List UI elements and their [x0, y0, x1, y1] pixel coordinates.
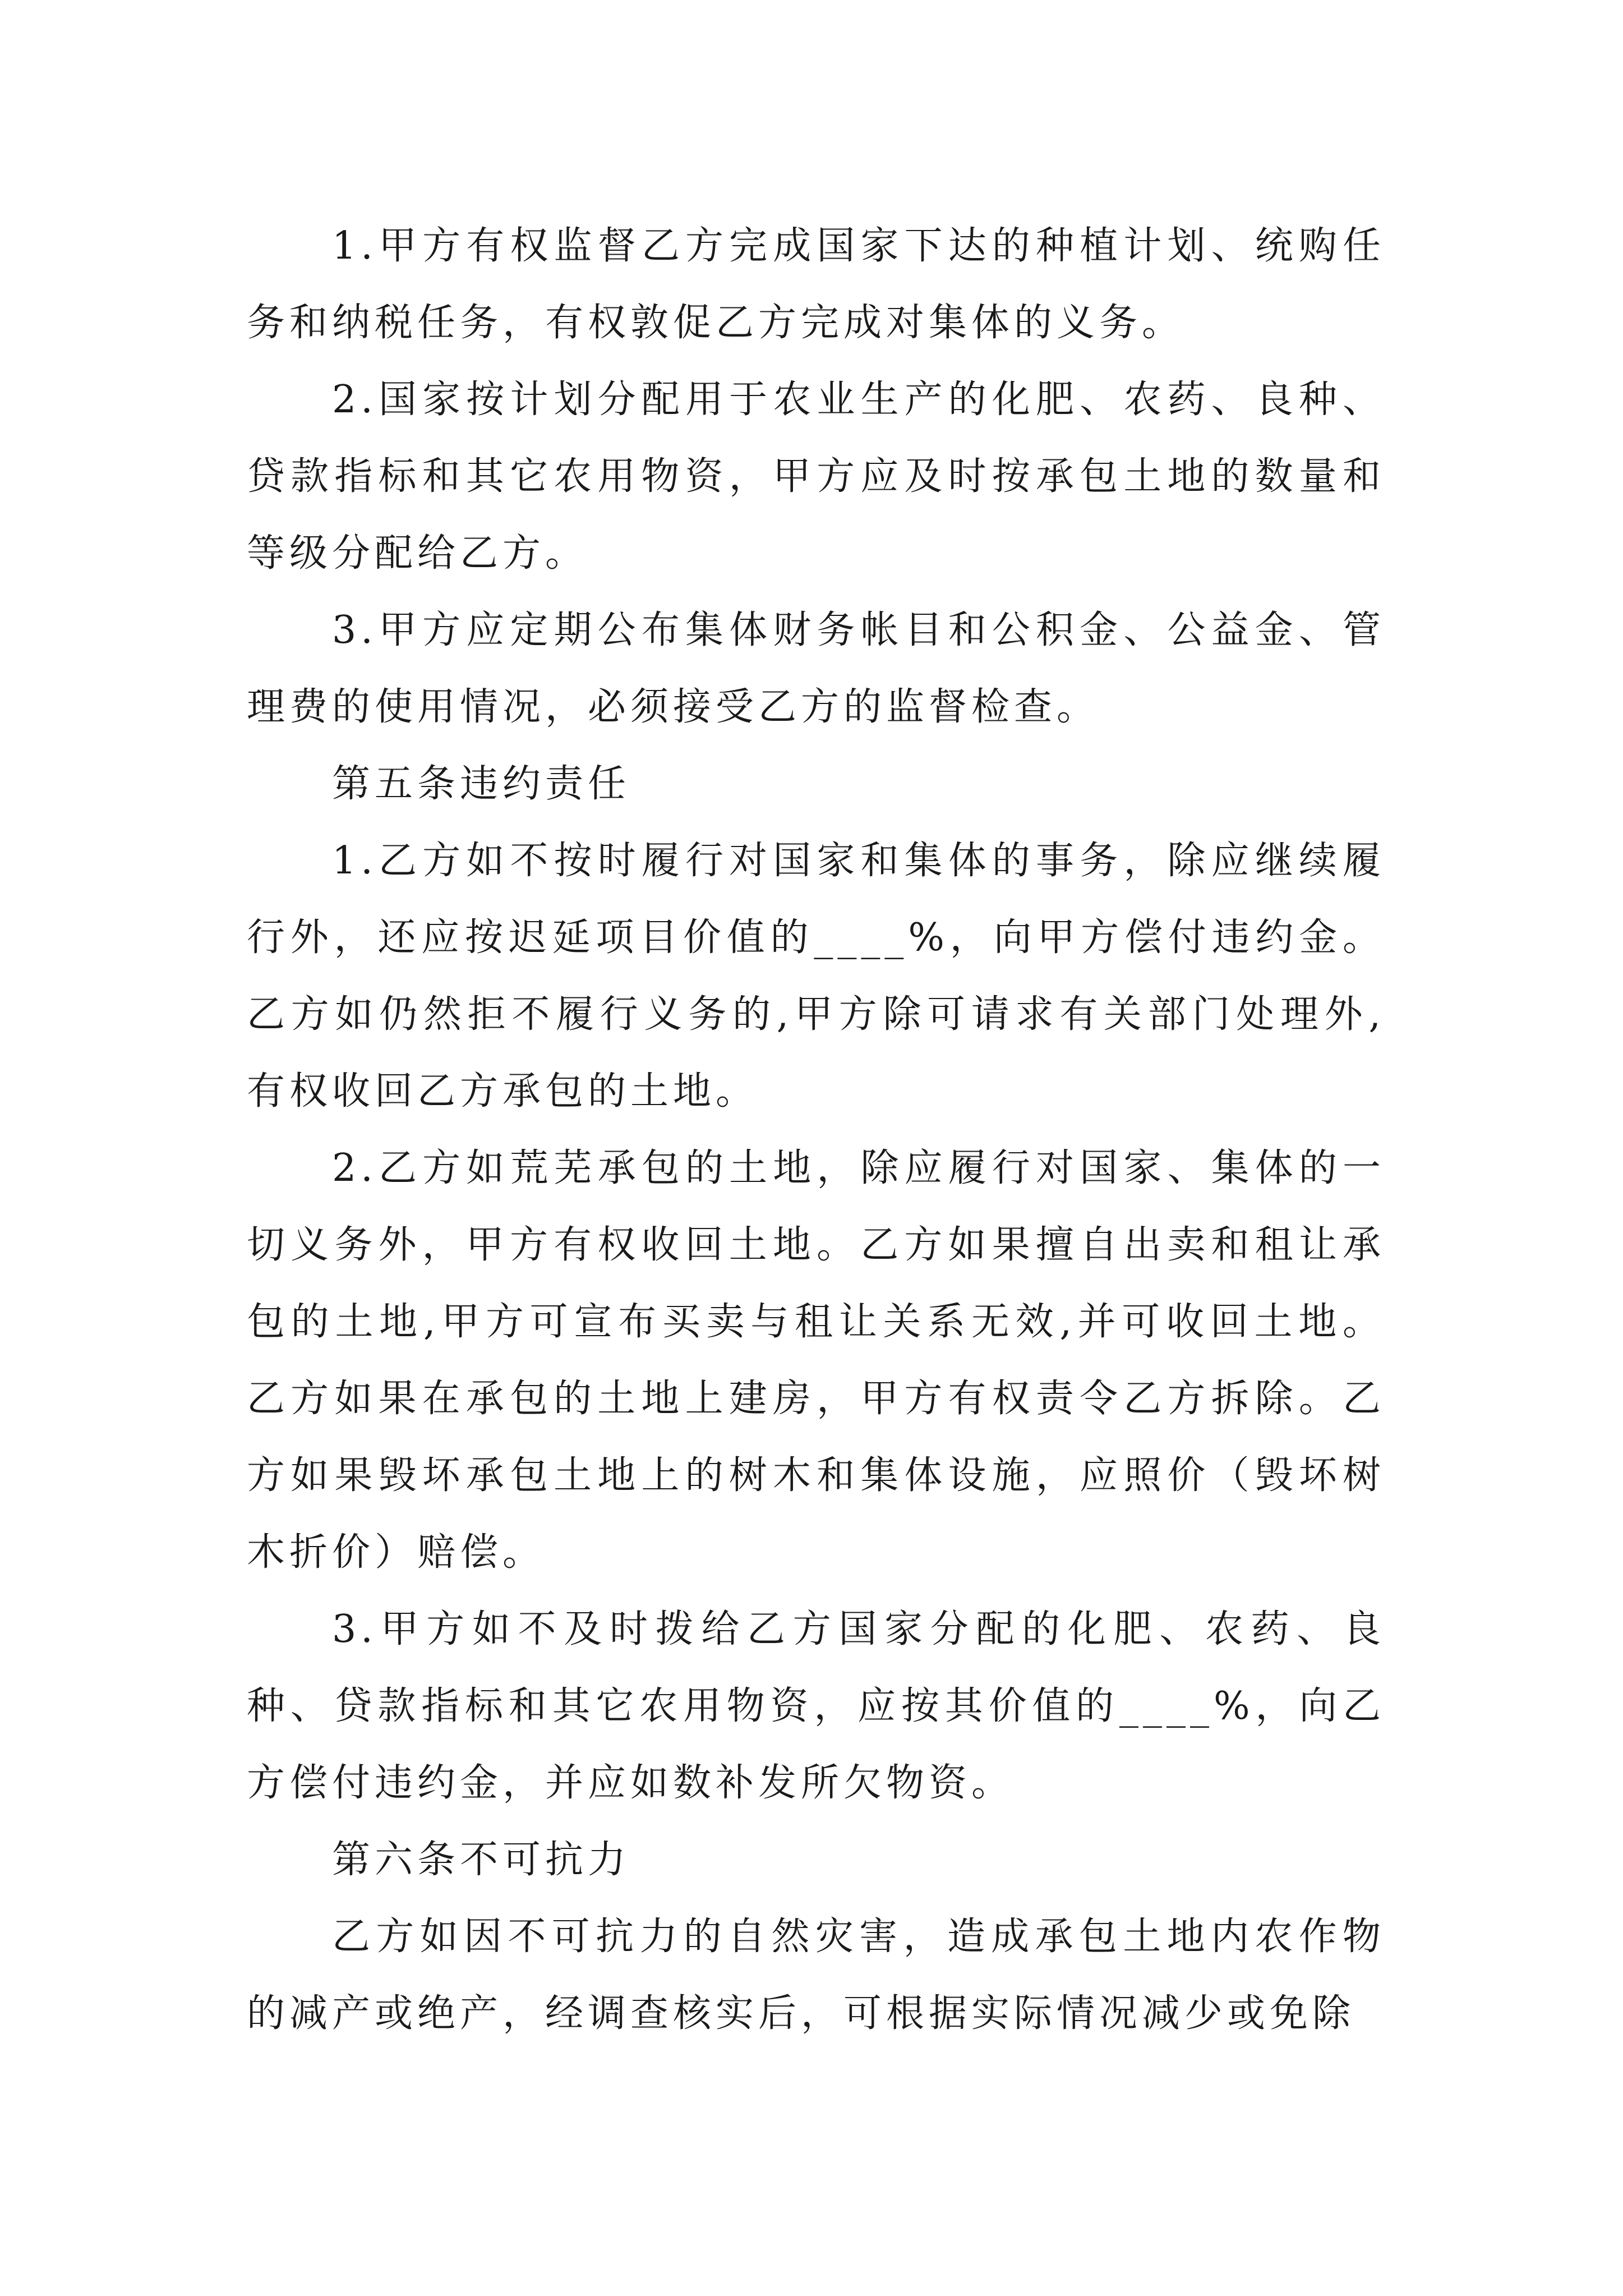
section-heading-article-5: 第五条违约责任 — [332, 762, 631, 806]
paragraph-force-majeure: 乙方如因不可抗力的自然灾害，造成承包土地内农作物的减产或绝产，经调查核实后，可根据实际情况减少或免除 — [247, 1915, 1385, 2036]
paragraph-party-b-obligation-breach: 1.乙方如不按时履行对国家和集体的事务，除应继续履行外，还应按迟延项目价值的____%，向甲方偿付违约金。乙方如仍然拒不履行义务的,甲方除可请求有关部门处理外,有权收回乙方承包的土地。 — [247, 839, 1385, 1114]
paragraph-party-a-breach: 3.甲方如不及时拨给乙方国家分配的化肥、农药、良种、贷款指标和其它农用物资，应按其价值的____%，向乙方偿付违约金，并应如数补发所欠物资。 — [247, 1607, 1385, 1805]
paragraph-material-allocation: 2.国家按计划分配用于农业生产的化肥、农药、良种、贷款指标和其它农用物资，甲方应及时按承包土地的数量和等级分配给乙方。 — [247, 378, 1385, 576]
paragraph-land-misuse: 2.乙方如荒芜承包的土地，除应履行对国家、集体的一切义务外，甲方有权收回土地。乙方如果擅自出卖和租让承包的土地,甲方可宣布买卖与租让关系无效,并可收回土地。乙方如果在承包的土地上建房，甲方有权责令乙方拆除。乙方如果毁坏承包土地上的树木和集体设施，应照价（毁坏树木折价）赔偿。 — [247, 1146, 1385, 1575]
document-body — [247, 208, 1385, 2052]
paragraph-supervision-right: 1.甲方有权监督乙方完成国家下达的种植计划、统购任务和纳税任务，有权敦促乙方完成对集体的义务。 — [247, 224, 1385, 345]
paragraph-financial-disclosure: 3.甲方应定期公布集体财务帐目和公积金、公益金、管理费的使用情况，必须接受乙方的监督检查。 — [247, 608, 1385, 729]
section-heading-article-6: 第六条不可抗力 — [332, 1838, 631, 1882]
